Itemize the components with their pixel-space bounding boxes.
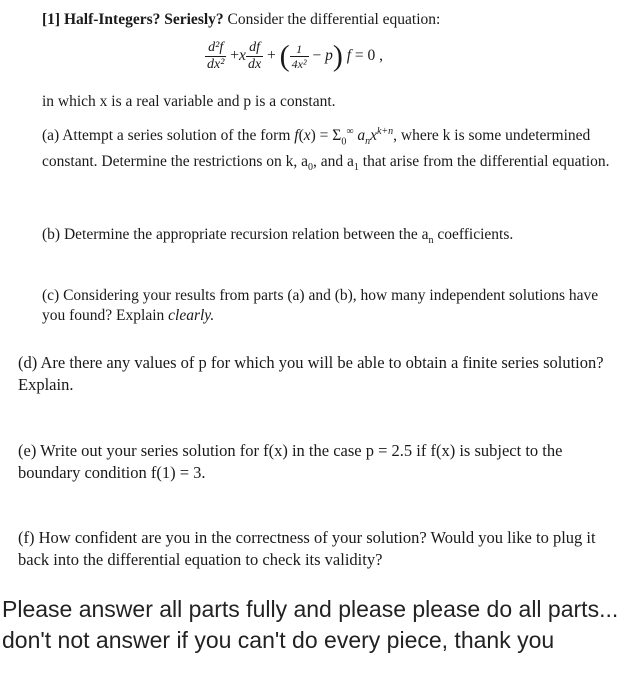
part-a: (a) Attempt a series solution of the form $f(x) = \Sigma_0^\infty$ $a_nx^{k+n}$, where k is some undetermined constant. Determine the restrictions on k, $a_0$, and $a_1$ that arise from the differential equation. bbox=[42, 126, 610, 174]
second-derivative-term: $\frac{\text{d²f}}{\text{dx²}}$ bbox=[207, 40, 225, 72]
problem-header bbox=[42, 10, 612, 30]
problem-intro: Consider the differential equation: bbox=[227, 11, 441, 28]
part-c: (c) Considering your results from parts (a) and (b), how many independent solutions have you found? Explain clearly. bbox=[42, 287, 599, 324]
inverse-square-term: $\frac{1}{\text{4x²}}$ bbox=[291, 42, 307, 71]
part-b: (b) Determine the appropriate recursion relation between the $a_n$ coefficients. bbox=[42, 226, 514, 247]
request-note: Please answer all parts fully and please please do all parts... don't not answer if you can't do every piece, thank you bbox=[2, 596, 619, 653]
part-f: (f) How confident are you in the correctness of your solution? Would you like to plug it back into the differential equation to check its validity? bbox=[18, 528, 596, 569]
equation-context: in which x is a real variable and p is a constant. bbox=[42, 93, 336, 110]
differential-equation: $\frac{\text{d²f}}{\text{dx²}}$ +x $\frac{df}{dx}$ + ( $\frac{1}{\text{4x²}}$ − p) f = 0 , bbox=[207, 39, 384, 73]
first-derivative-term: $\frac{df}{dx}$ bbox=[247, 40, 262, 72]
part-e: (e) Write out your series solution for f(x) in the case p = 2.5 if f(x) is subject to the boundary condition f(1) = 3. bbox=[18, 441, 563, 482]
problem-title: Half-Integers? Seriesly? bbox=[63, 11, 224, 28]
part-d: (d) Are there any values of p for which you will be able to obtain a finite series solution? Explain. bbox=[18, 353, 604, 394]
problem-number: [1] bbox=[42, 11, 61, 28]
